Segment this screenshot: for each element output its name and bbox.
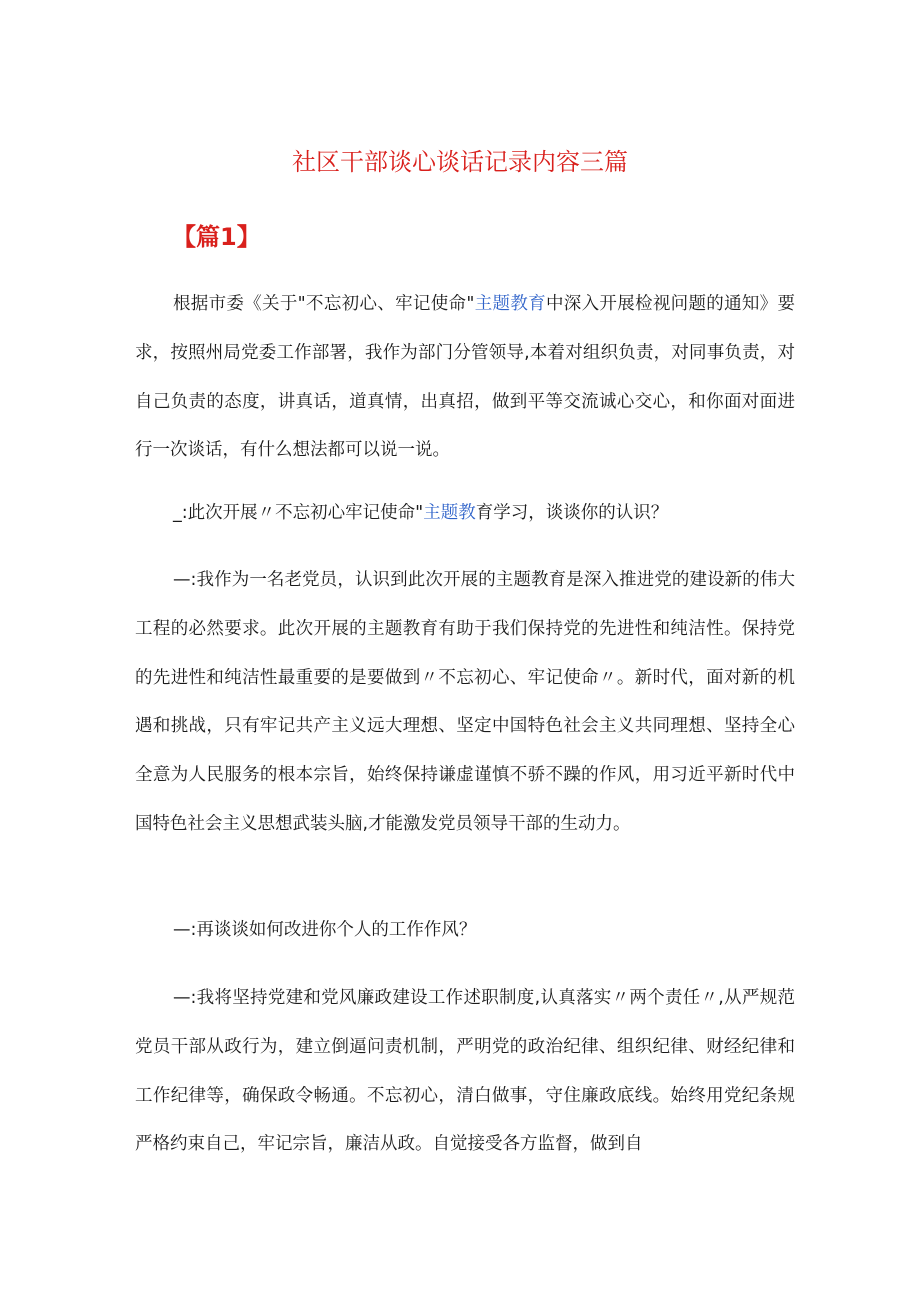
answer-paragraph: —:我将坚持党建和党风廉政建设工作述职制度,认真落实〃两个责任〃,从严规范党员干部从政行为，建立倒逼问责机制，严明党的政治纪律、组织纪律、财经纪律和工作纪律等，确保政令畅通。不忘初心，清白做事，守住廉政底线。始终用党纪条规严格约束自己，牢记宗旨，廉洁从政。自觉接受各方监督，做到自	[135, 988, 795, 1155]
paragraph-text: _:此次开展〃不忘初心牢记使命"	[173, 503, 424, 523]
answer-paragraph: —:我作为一名老党员，认识到此次开展的主题教育是深入推进党的建设新的伟大工程的必然要求。此次开展的主题教育有助于我们保持党的先进性和纯洁性。保持党的先进性和纯洁性最重要的是要做到〃不忘初心、牢记使命〃。新时代，面对新的机遇和挑战，只有牢记共产主义远大理想、坚定中国特色社会主义共同理想、坚持全心全意为人民服务的根本宗旨，始终保持谦虚谨慎不骄不躁的作风，用习近平新时代中国特色社会主义思想武装头脑,才能激发党员领导干部的生动力。	[135, 570, 795, 834]
intro-paragraph	[135, 280, 795, 475]
question-paragraph: —:再谈谈如何改进你个人的工作作风？	[173, 920, 477, 940]
paragraph-text: 中深入开展检视问题的通知》要求，按照州局党委工作部署，我作为部门分管领导,本着对组织负责，对同事负责，对自己负责的态度，讲真话，道真情，出真招，做到平等交流诚心交心，和你面对面进行一次谈话，有什么想法都可以说一说。	[135, 294, 795, 461]
section-heading: 【篇1】	[172, 223, 261, 251]
document-title: 社区干部谈心谈话记录内容三篇	[292, 148, 628, 176]
question-paragraph	[135, 489, 795, 538]
theme-education-link[interactable]: 主题教育	[474, 294, 546, 314]
theme-education-link[interactable]: 主题教	[423, 503, 476, 523]
paragraph-text: 根据市委《关于"不忘初心、牢记使命"	[173, 294, 475, 314]
paragraph-text: 育学习，谈谈你的认识？	[475, 503, 669, 523]
